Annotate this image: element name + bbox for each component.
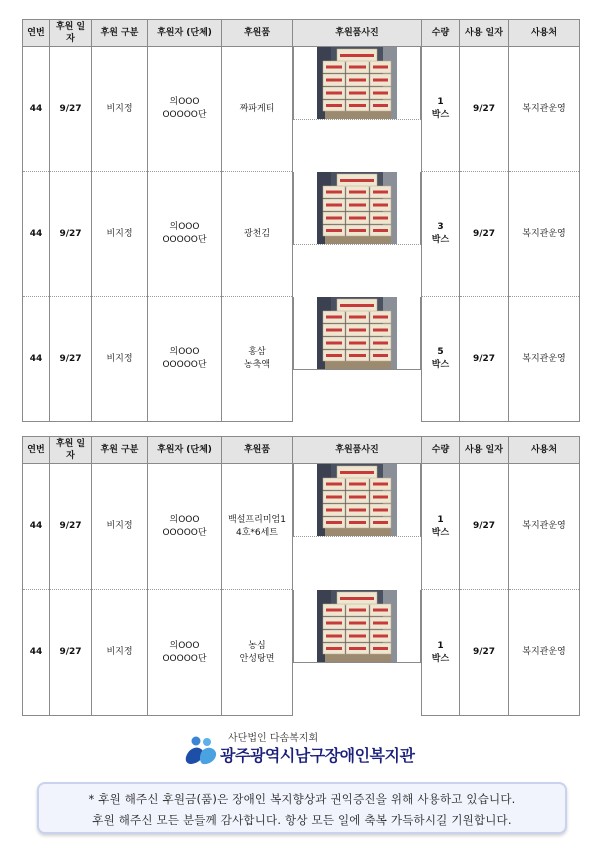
cell-useplace — [509, 590, 580, 716]
cell-value: 9/27 — [59, 647, 82, 657]
cell-value: 9/27 — [472, 353, 496, 364]
column-header-label: 후원품사진 — [335, 445, 379, 455]
cell-value: 복지관운영 — [522, 521, 566, 531]
column-header-label: 후원 일자 — [55, 439, 86, 461]
thank-you-notice — [37, 782, 567, 834]
cell-value: 의OOO OOOOO단 — [162, 640, 207, 664]
cell-donor — [148, 47, 222, 172]
cell-value: 비지정 — [106, 228, 133, 239]
table-row — [23, 590, 580, 716]
column-header-label: 후원품사진 — [335, 28, 379, 38]
cell-item — [222, 297, 293, 422]
column-header — [509, 20, 580, 47]
cell-seq — [23, 590, 50, 716]
column-header — [222, 437, 293, 464]
column-header — [50, 20, 92, 47]
cell-value: 의OOO OOOOO단 — [162, 222, 207, 245]
cell-value: 9/27 — [59, 521, 82, 531]
cell-photo — [293, 172, 421, 245]
cell-usedate — [460, 297, 509, 422]
column-header — [422, 437, 460, 464]
cell-qty — [422, 297, 460, 422]
table-row — [23, 464, 580, 590]
column-header-label: 연번 — [27, 445, 45, 455]
donation-boxes-photo — [317, 590, 397, 662]
column-header-label: 사용 일자 — [465, 445, 503, 455]
column-header — [460, 437, 509, 464]
cell-date — [50, 464, 92, 590]
cell-value: 3 박스 — [431, 222, 450, 245]
cell-value: 5 박스 — [431, 347, 450, 370]
cell-photo — [293, 590, 421, 663]
donation-table-1 — [22, 19, 580, 422]
column-header — [222, 20, 293, 47]
cell-type — [92, 172, 148, 297]
cell-useplace — [509, 297, 580, 422]
cell-value: 44 — [29, 228, 43, 239]
people-logo-icon — [183, 733, 219, 769]
column-header-label: 수량 — [431, 28, 450, 38]
cell-useplace — [509, 47, 580, 172]
cell-qty — [422, 47, 460, 172]
cell-item — [222, 464, 293, 590]
cell-value: 백설프리미엄1 4호*6세트 — [228, 514, 286, 538]
cell-value: 44 — [29, 353, 43, 364]
donation-boxes-photo — [317, 297, 397, 369]
cell-seq — [23, 464, 50, 590]
cell-value: 9/27 — [59, 103, 82, 114]
table-row — [23, 172, 580, 297]
column-header-label: 후원 구분 — [100, 445, 139, 455]
cell-value: 복지관운영 — [522, 103, 566, 114]
cell-value: 9/27 — [472, 103, 496, 114]
column-header-label: 후원자 (단체) — [157, 28, 212, 38]
cell-value: 농심 안성탕면 — [239, 640, 275, 664]
cell-value: 복지관운영 — [522, 353, 566, 364]
cell-date — [50, 590, 92, 716]
cell-value: 44 — [29, 103, 43, 114]
cell-value: 9/27 — [472, 228, 496, 239]
cell-value: 광천김 — [243, 228, 271, 239]
notice-line-1: * 후원 해주신 후원금(품)은 장애인 복지향상과 권익증진을 위해 사용하고 있습니다. — [88, 792, 516, 806]
cell-value: 9/27 — [472, 521, 496, 531]
cell-seq — [23, 172, 50, 297]
column-header — [92, 20, 148, 47]
cell-value: 44 — [29, 647, 43, 657]
column-header — [422, 20, 460, 47]
cell-usedate — [460, 172, 509, 297]
cell-seq — [23, 297, 50, 422]
cell-value: 비지정 — [106, 521, 133, 531]
column-header — [23, 20, 50, 47]
cell-value: 의OOO OOOOO단 — [162, 514, 207, 538]
cell-qty — [422, 464, 460, 590]
column-header — [50, 437, 92, 464]
column-header — [293, 437, 422, 464]
cell-donor — [148, 464, 222, 590]
donation-boxes-photo — [317, 47, 397, 119]
column-header — [23, 437, 50, 464]
cell-value: 44 — [29, 521, 43, 531]
cell-value: 9/27 — [472, 647, 496, 657]
column-header — [92, 437, 148, 464]
column-header — [148, 20, 222, 47]
cell-usedate — [460, 464, 509, 590]
column-header-label: 수량 — [431, 445, 450, 455]
cell-value: 1 박스 — [431, 97, 450, 120]
column-header — [460, 20, 509, 47]
column-header-label: 사용처 — [530, 445, 558, 455]
column-header-label: 연번 — [27, 28, 45, 38]
cell-item — [222, 47, 293, 172]
cell-value: 의OOO OOOOO단 — [162, 347, 207, 370]
table-row — [23, 297, 580, 422]
cell-value: 9/27 — [59, 353, 82, 364]
column-header-label: 사용 일자 — [465, 28, 503, 38]
cell-value: 9/27 — [59, 228, 82, 239]
cell-date — [50, 47, 92, 172]
cell-value: 비지정 — [106, 647, 133, 657]
column-header-label: 후원 일자 — [55, 22, 86, 44]
column-header-label: 후원 구분 — [100, 28, 139, 38]
column-header — [148, 437, 222, 464]
cell-usedate — [460, 590, 509, 716]
cell-photo — [293, 464, 421, 537]
organization-logo — [180, 727, 430, 772]
donation-table-2 — [22, 436, 580, 716]
cell-type — [92, 47, 148, 172]
cell-value: 복지관운영 — [522, 228, 566, 239]
table-header — [23, 20, 580, 47]
cell-value: 1 박스 — [431, 514, 450, 538]
cell-donor — [148, 297, 222, 422]
donation-boxes-photo — [317, 464, 397, 536]
column-header-label: 사용처 — [530, 28, 558, 38]
column-header-label: 후원품 — [243, 28, 271, 38]
cell-useplace — [509, 464, 580, 590]
cell-value: 1 박스 — [431, 640, 450, 664]
cell-item — [222, 590, 293, 716]
cell-type — [92, 464, 148, 590]
cell-value: 짜파게티 — [239, 103, 275, 114]
cell-usedate — [460, 47, 509, 172]
column-header-label: 후원품 — [243, 445, 271, 455]
table-header — [23, 437, 580, 464]
cell-value: 비지정 — [106, 103, 133, 114]
cell-value: 홍삼 농축액 — [243, 347, 271, 370]
cell-item — [222, 172, 293, 297]
cell-value: 비지정 — [106, 353, 133, 364]
cell-value: 복지관운영 — [522, 647, 566, 657]
column-header-label: 후원자 (단체) — [157, 445, 212, 455]
organization-parent-name: 사단법인 다솜복지회 — [228, 733, 319, 744]
table-row — [23, 47, 580, 172]
column-header — [293, 20, 422, 47]
organization-name: 광주광역시남구장애인복지관 — [220, 746, 415, 765]
cell-type — [92, 590, 148, 716]
cell-qty — [422, 590, 460, 716]
column-header — [509, 437, 580, 464]
cell-date — [50, 172, 92, 297]
cell-useplace — [509, 172, 580, 297]
cell-date — [50, 297, 92, 422]
cell-photo — [293, 47, 421, 120]
cell-donor — [148, 590, 222, 716]
cell-photo — [293, 297, 421, 370]
cell-qty — [422, 172, 460, 297]
cell-type — [92, 297, 148, 422]
notice-line-2: 후원 해주신 모든 분들께 감사합니다. 항상 모든 일에 축복 가득하시길 기원합니다. — [92, 813, 512, 827]
cell-donor — [148, 172, 222, 297]
cell-value: 의OOO OOOOO단 — [162, 97, 207, 120]
cell-seq — [23, 47, 50, 172]
donation-boxes-photo — [317, 172, 397, 244]
